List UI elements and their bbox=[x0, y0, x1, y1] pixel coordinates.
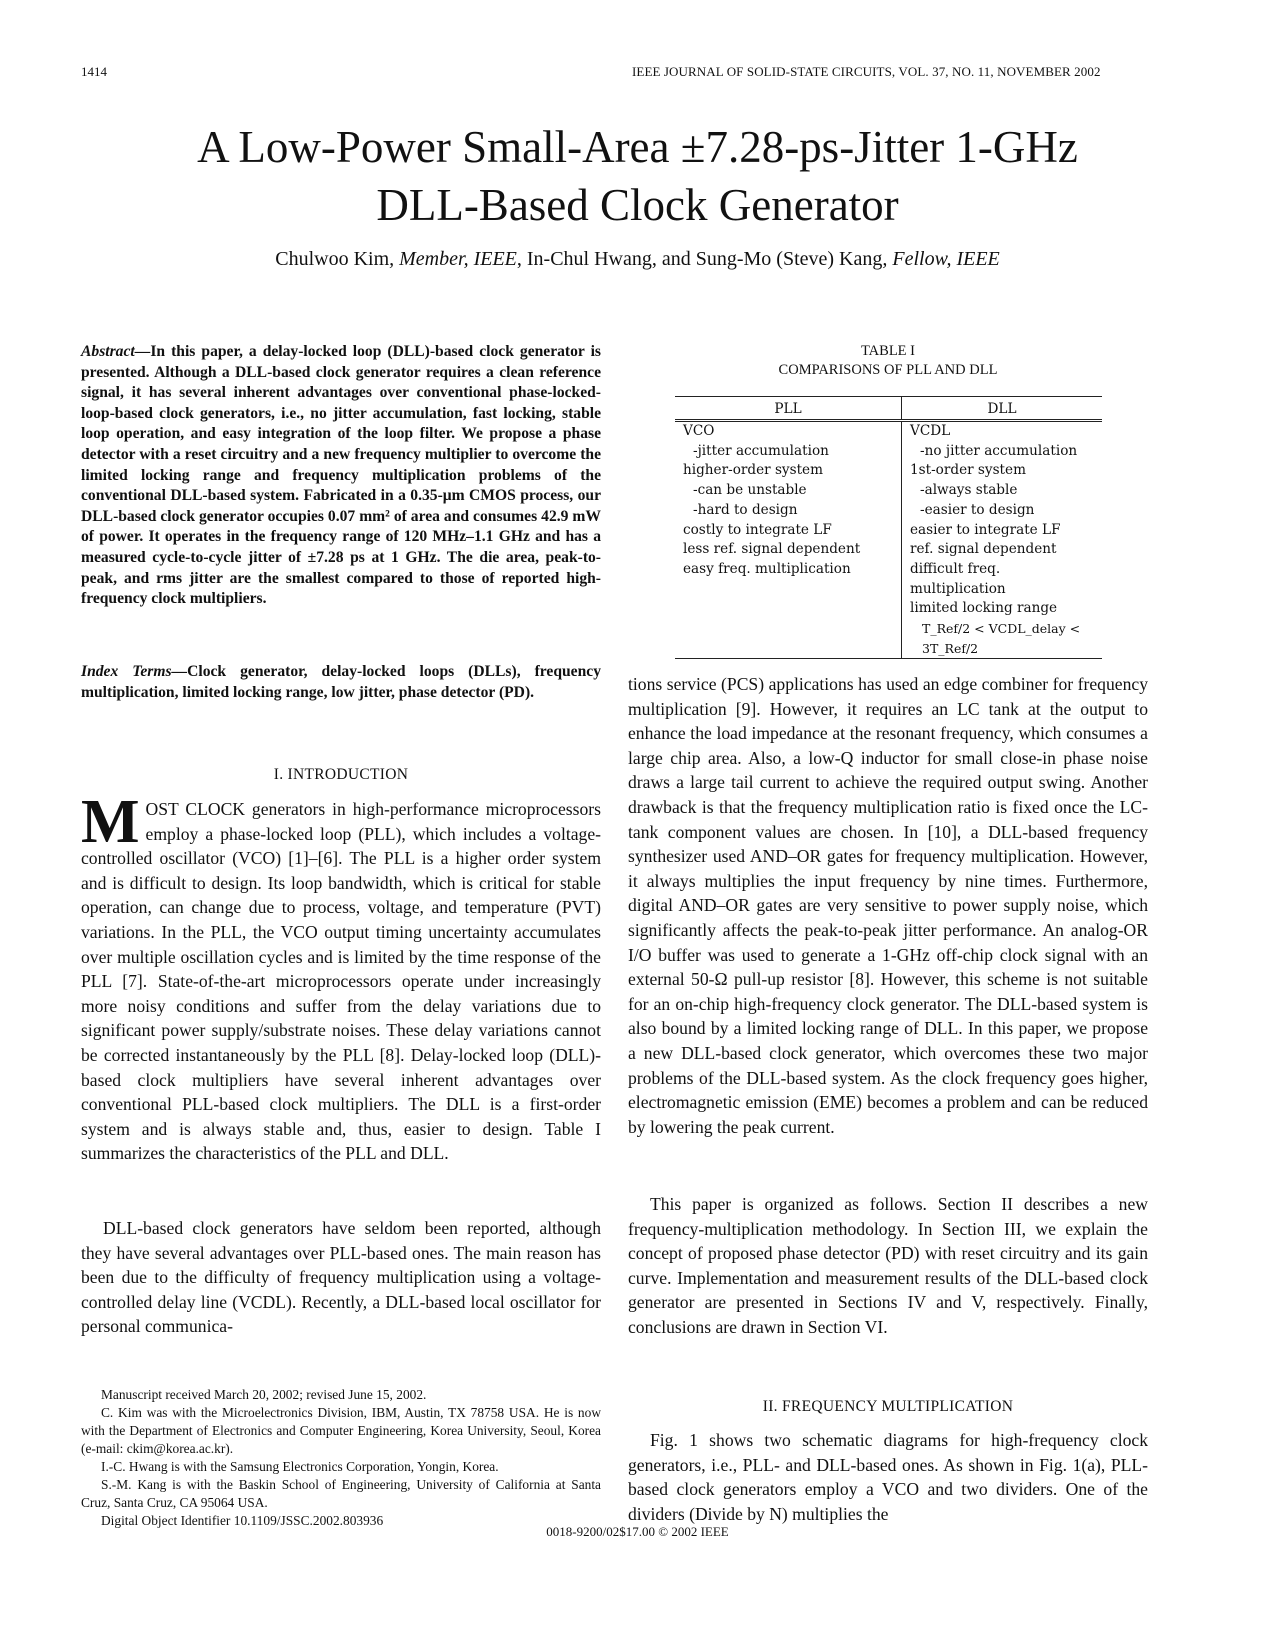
table-cell: easier to integrate LF bbox=[910, 521, 1061, 538]
footnotes bbox=[81, 1386, 601, 1530]
page-number: 1414 bbox=[81, 64, 107, 79]
table-row bbox=[675, 481, 1102, 501]
table-cell: VCO bbox=[675, 421, 902, 442]
table-label: TABLE I bbox=[860, 343, 915, 359]
comparison-table bbox=[675, 396, 1102, 659]
table-cell: less ref. signal dependent bbox=[675, 540, 902, 560]
table-row bbox=[675, 560, 1102, 599]
footnote-4: S.-M. Kang is with the Baskin School of Engineering, University of California at Santa Cruz, Santa Cruz, CA 95064 USA. bbox=[81, 1477, 601, 1510]
paper-title bbox=[60, 118, 1215, 234]
intro-paragraph-1-text: OST CLOCK generators in high-performance microprocessors employ a phase-locked loop (PLL), which includes a voltage-controlled oscillator (VCO) [1]–[6]. The PLL is a higher order system and is difficult to design. Its loop bandwidth, which is critical for stable operation, can change due to process, voltage, and temperature (PVT) variations. In the PLL, the VCO output timing uncertainty accumulates over multiple oscillation cycles and is limited by the time response of the PLL [7]. State-of-the-art microprocessors operate under increasingly more noisy conditions and suffer from the delay variations due to significant power supply/substrate noises. These delay variations cannot be corrected instantaneously by the PLL [8]. Delay-locked loop (DLL)-based clock multipliers have several inherent advantages over conventional PLL-based clock multipliers. The DLL is a first-order system and is always stable and, thus, easier to design. Table I summarizes the characteristics of the PLL and DLL. bbox=[81, 799, 601, 1164]
table-title: COMPARISONS OF PLL AND DLL bbox=[778, 362, 998, 378]
author-2-3: , In-Chul Hwang, and Sung-Mo (Steve) Kang bbox=[516, 248, 883, 270]
title-line-2: DLL-Based Clock Generator bbox=[376, 180, 899, 230]
author-line bbox=[60, 248, 1215, 271]
table-cell: costly to integrate LF bbox=[675, 521, 902, 541]
table-row bbox=[675, 421, 1102, 442]
table-row bbox=[675, 501, 1102, 521]
footnote-3: I.-C. Hwang is with the Samsung Electronics Corporation, Yongin, Korea. bbox=[101, 1459, 499, 1474]
table-row bbox=[675, 442, 1102, 462]
index-terms bbox=[81, 662, 601, 703]
table-cell: ref. signal dependent bbox=[910, 541, 1057, 558]
table-cell: -no jitter accumulation bbox=[920, 442, 1078, 459]
table-row bbox=[675, 521, 1102, 541]
table-cell: -easier to design bbox=[920, 501, 1035, 518]
section-2-paragraph-1: Fig. 1 shows two schematic diagrams for high-frequency clock generators, i.e., PLL- and DLL-based ones. As shown in Fig. 1(a), PLL-based clock generators employ a VCO and two dividers. One of the dividers (Divide by N) multiplies the bbox=[628, 1430, 1148, 1524]
table-caption bbox=[628, 342, 1148, 380]
table-cell: limited locking range bbox=[910, 600, 1058, 617]
table-cell: -hard to design bbox=[675, 501, 902, 521]
table-cell: VCDL bbox=[910, 423, 951, 439]
intro-paragraph-1 bbox=[81, 788, 601, 1166]
table-cell: difficult freq. multiplication bbox=[910, 560, 1006, 597]
table-cell bbox=[675, 599, 902, 619]
abstract-lead: Abstract— bbox=[81, 343, 151, 360]
title-line-1: A Low-Power Small-Area ±7.28-ps-Jitter 1-GHz bbox=[197, 122, 1078, 172]
author-3-role: , Fellow, IEEE bbox=[882, 248, 1000, 270]
footnote-2: C. Kim was with the Microelectronics Division, IBM, Austin, TX 78758 USA. He is now with the Department of Electronics and Computer Engineering, Korea University, Seoul, Korea (e-mail: ckim@korea.ac.kr). bbox=[81, 1405, 601, 1456]
table-cell: higher-order system bbox=[675, 461, 902, 481]
abstract-text: In this paper, a delay-locked loop (DLL)-based clock generator is presented. Although a DLL-based clock generator requires a clean reference signal, it has several inherent advantages over conventional phase-locked-loop-based clock generators, i.e., no jitter accumulation, fast locking, stable loop operation, and easy integration of the loop filter. We propose a phase detector with a reset circuitry and a new frequency multiplier to overcome the limited locking range and frequency multiplication problems of the conventional DLL-based system. Fabricated in a 0.35-μm CMOS process, our DLL-based clock generator occupies 0.07 mm² of area and consumes 42.9 mW of power. It operates in the frequency range of 120 MHz–1.1 GHz and has a measured cycle-to-cycle jitter of ±7.28 ps at 1 GHz. The die area, peak-to-peak, and rms jitter are the smallest compared to those of reported high-frequency clock multipliers. bbox=[81, 343, 601, 608]
table-header-pll: PLL bbox=[675, 397, 902, 421]
right-column-paragraph-1: tions service (PCS) applications has used an edge combiner for frequency multiplication [9]. However, it requires an LC tank at the output to enhance the load impedance at the resonant frequency, which consumes a large chip area. Also, a low-Q inductor for small close-in phase noise draws a large tail current to achieve the required output swing. Another drawback is that the frequency multiplication ratio is fixed once the LC-tank component values are chosen. In [10], a DLL-based frequency synthesizer used AND–OR gates for frequency multiplication. However, it always multiplies the input frequency by nine times. Furthermore, digital AND–OR gates are very sensitive to power supply noise, which significantly affects the peak-to-peak jitter performance. An analog-OR I/O buffer was used to generate a 1-GHz off-chip clock signal with an external 50-Ω pull-up resistor [8]. However, this scheme is not suitable for an on-chip high-frequency clock generator. The DLL-based system is also bound by a limited locking range of DLL. In this paper, we propose a new DLL-based clock generator, which overcomes these two major problems of the DLL-based system. As the clock frequency goes higher, electromagnetic emission (EME) becomes a problem and can be reduced by lowering the peak current. bbox=[628, 674, 1148, 1137]
section-2-title: II. FREQUENCY MULTIPLICATION bbox=[762, 1398, 1014, 1415]
issn-copyright: 0018-9200/02$17.00 © 2002 IEEE bbox=[546, 1524, 729, 1539]
table-row bbox=[675, 540, 1102, 560]
table-cell: easy freq. multiplication bbox=[675, 560, 902, 599]
right-column-paragraph-2: This paper is organized as follows. Section II describes a new frequency-multiplication methodology. In Section III, we explain the concept of proposed phase detector (PD) with reset circuitry and its gain curve. Implementation and measurement results of the DLL-based clock generator are presented in Sections IV and V, respectively. Finally, conclusions are drawn in Section VI. bbox=[628, 1194, 1148, 1337]
index-terms-lead: Index Terms— bbox=[81, 663, 188, 680]
footnote-5: Digital Object Identifier 10.1109/JSSC.2002.803936 bbox=[101, 1513, 384, 1528]
table-cell: 1st-order system bbox=[910, 462, 1026, 479]
author-1-role: , Member, IEEE bbox=[389, 248, 517, 270]
table-row bbox=[675, 461, 1102, 481]
section-1-title: I. INTRODUCTION bbox=[273, 766, 409, 783]
table-cell: -always stable bbox=[920, 482, 1018, 499]
drop-cap: M bbox=[81, 788, 140, 856]
table-header-dll: DLL bbox=[902, 397, 1103, 421]
table-cell: -can be unstable bbox=[675, 481, 902, 501]
intro-paragraph-2: DLL-based clock generators have seldom been reported, although they have several advantages over PLL-based ones. The main reason has been due to the difficulty of frequency multiplication using a voltage-controlled delay line (VCDL). Recently, a DLL-based local oscillator for personal communica- bbox=[81, 1218, 601, 1337]
journal-header: IEEE JOURNAL OF SOLID-STATE CIRCUITS, VOL. 37, NO. 11, NOVEMBER 2002 bbox=[632, 64, 1101, 79]
table-row bbox=[675, 599, 1102, 619]
locking-range-equation: T_Ref/2 < VCDL_delay < 3T_Ref/2 bbox=[922, 621, 1081, 656]
footnote-1: Manuscript received March 20, 2002; revised June 15, 2002. bbox=[101, 1387, 427, 1402]
pll-dll-table bbox=[675, 396, 1102, 659]
author-1: Chulwoo Kim bbox=[275, 248, 390, 270]
abstract bbox=[81, 342, 601, 610]
table-cell: -jitter accumulation bbox=[675, 442, 902, 462]
table-row bbox=[675, 619, 1102, 659]
index-terms-text: Clock generator, delay-locked loops (DLLs), frequency multiplication, limited locking range, low jitter, phase detector (PD). bbox=[81, 663, 601, 701]
table-cell bbox=[675, 619, 902, 659]
